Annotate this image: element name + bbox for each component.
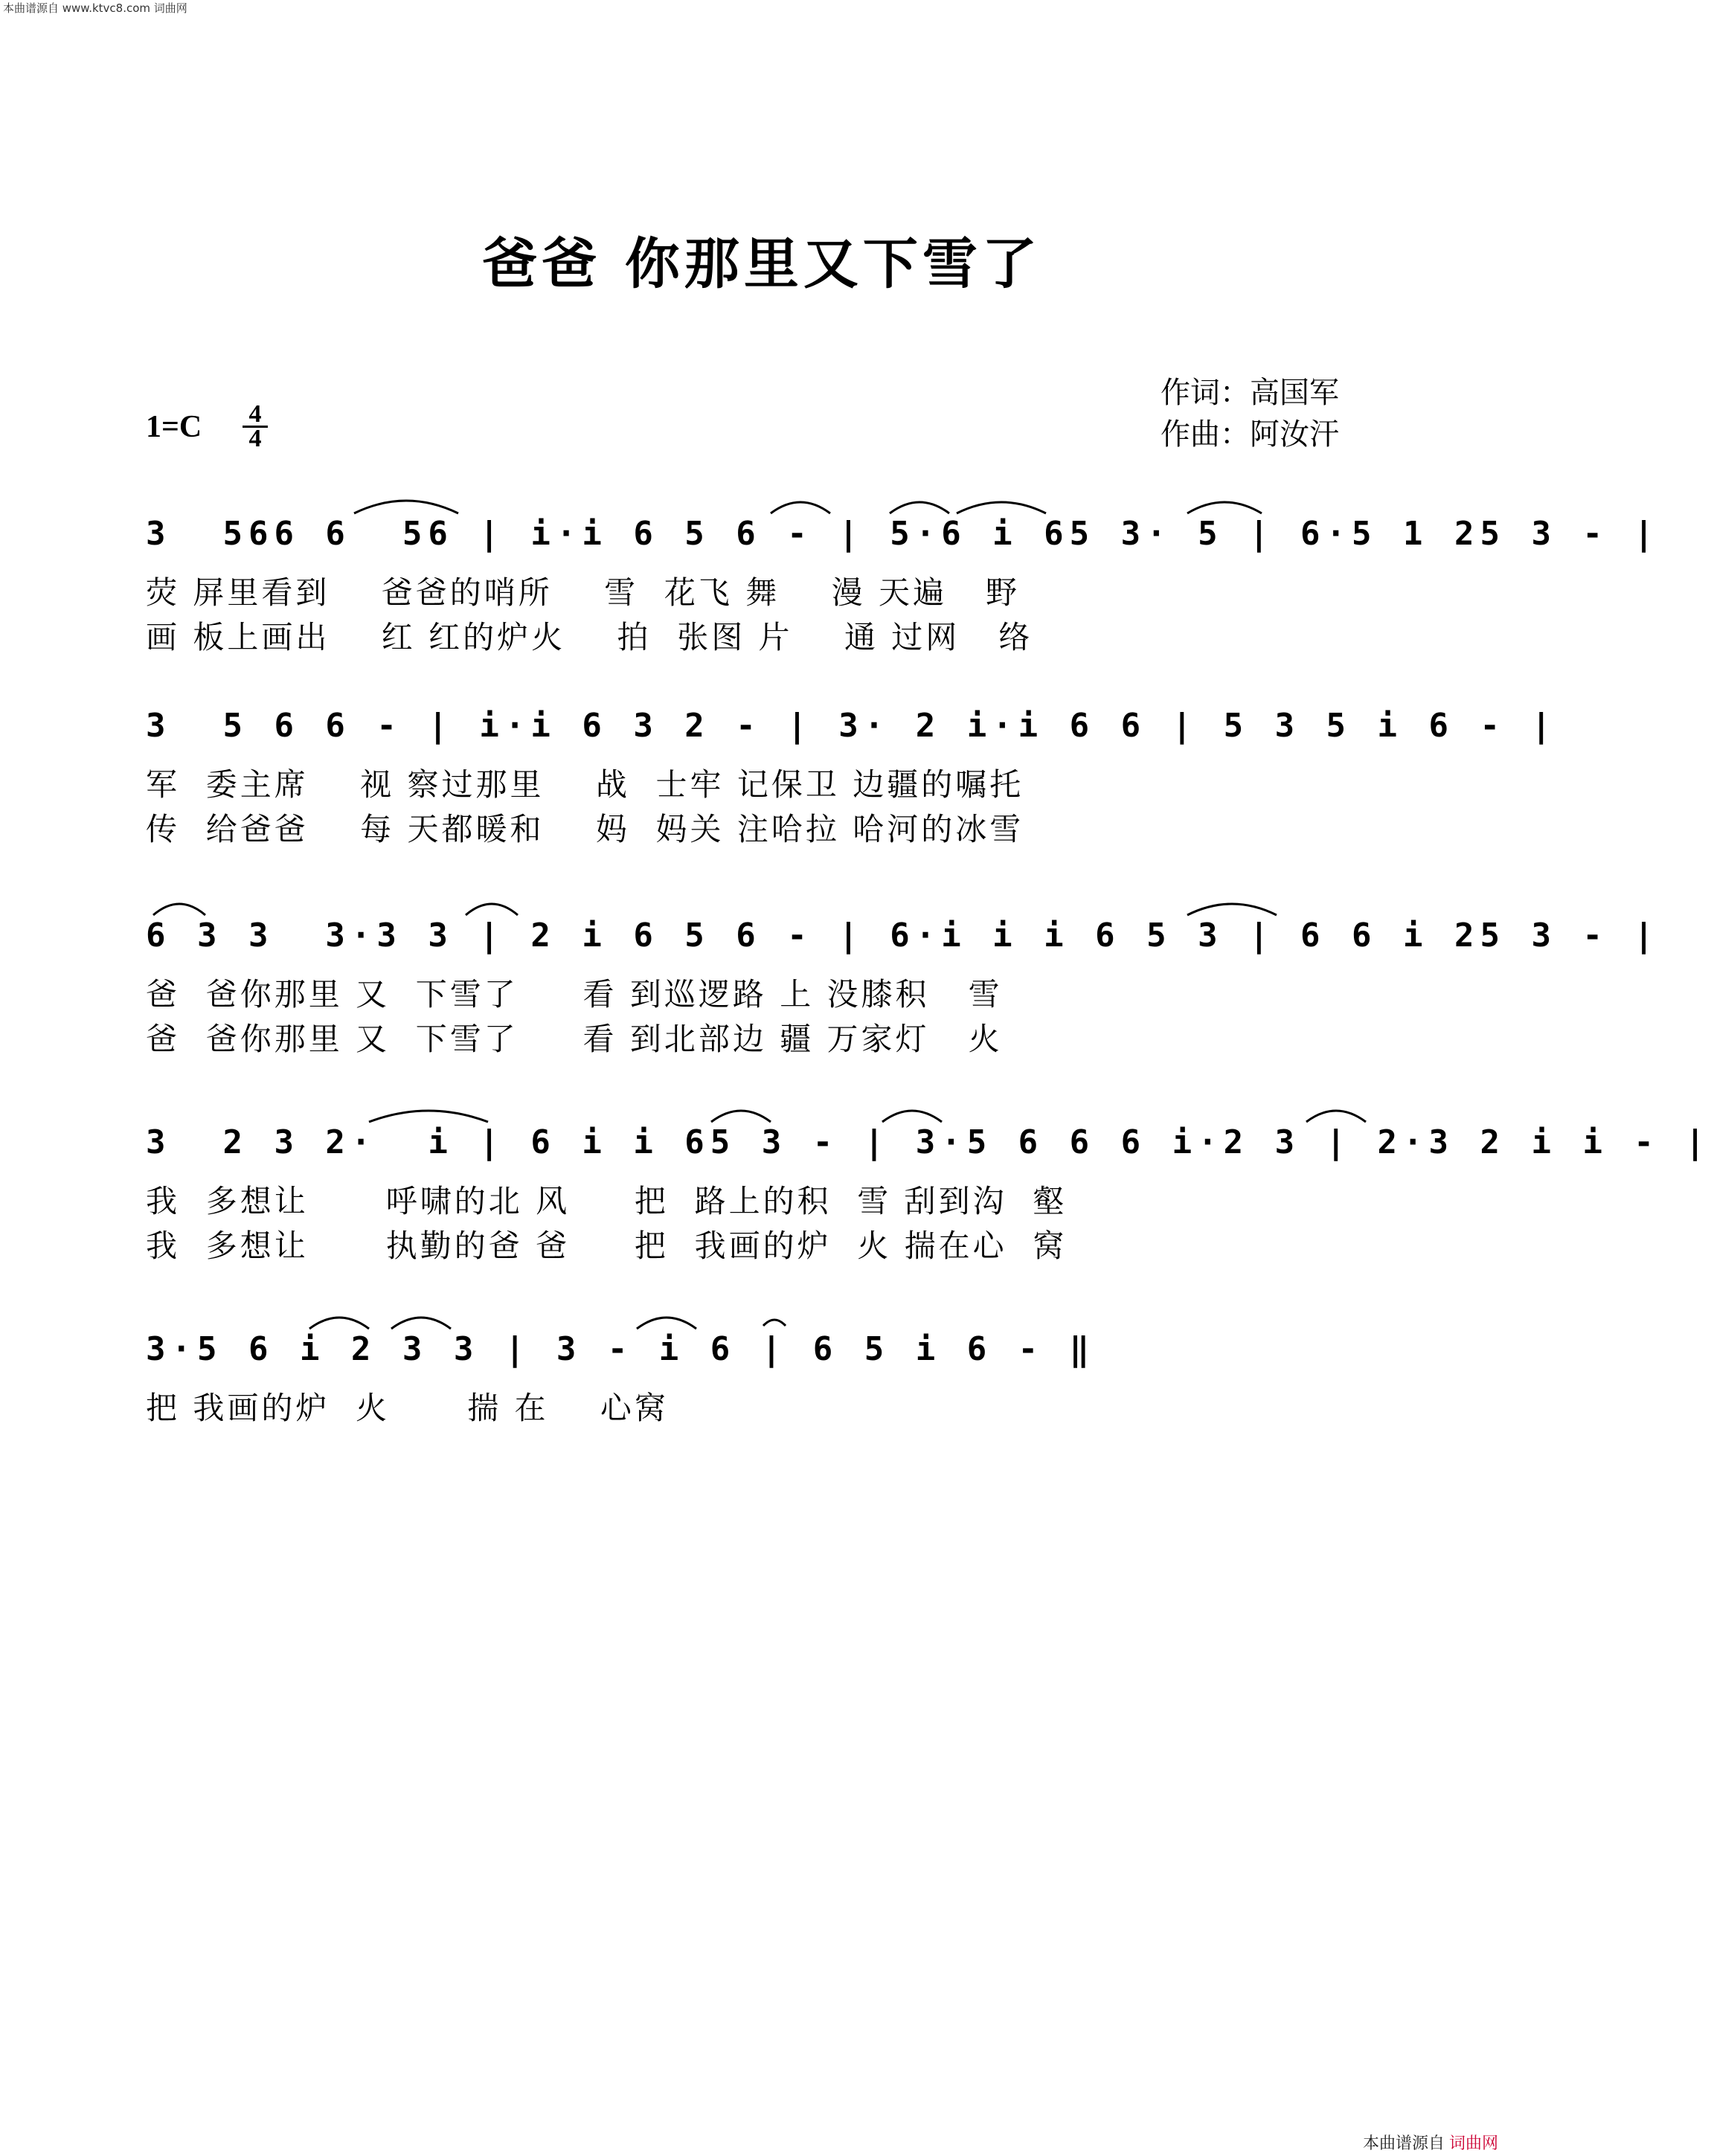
credits (1161, 372, 1339, 455)
watermark-brand: 词曲网 (1449, 2134, 1499, 2153)
slur-marks (146, 1097, 1403, 1126)
slur-marks (146, 1303, 1403, 1333)
notation-line: 3 2 3 2· i | 6 i i 65 3 - | 3·5 6 6 6 i·2 3 | 2·3 2 i i - | (146, 1123, 1711, 1161)
lyrics-verse-1: 荧 屏里看到 爸爸的哨所 雪 花飞 舞 漫 天遍 野 (146, 574, 1021, 611)
time-signature (242, 400, 269, 452)
lyrics-verse-2: 我 多想让 执勤的爸 爸 把 我画的炉 火 揣在心 窝 (146, 1228, 1068, 1264)
notation-line: 3 566 6 56 | i·i 6 5 6 - | 5·6 i 65 3· 5 | 6·5 1 25 3 - | (146, 515, 1660, 553)
composer-credit: 作曲：阿汝汗 (1161, 417, 1339, 452)
lyrics-verse-1: 军 委主席 视 察过那里 战 士牢 记保卫 边疆的嘱托 (146, 766, 1024, 803)
slur-marks (146, 488, 1403, 518)
time-signature-bottom: 4 (248, 425, 262, 452)
song-title: 爸爸 你那里又下雪了 (482, 232, 1041, 296)
watermark-text: 本曲谱源自 (1363, 2134, 1445, 2153)
slur-marks (146, 890, 1403, 920)
notation-line: 6 3 3 3·3 3 | 2 i 6 5 6 - | 6·i i i 6 5 3 | 6 6 i 25 3 - | (146, 917, 1660, 955)
source-watermark-bottom (1363, 2131, 1498, 2154)
lyricist-credit: 作词：高国军 (1161, 376, 1339, 410)
notation-line: 3·5 6 i 2 3 3 | 3 - i 6 | 6 5 i 6 - ‖ (146, 1330, 1096, 1368)
lyrics-verse-2: 传 给爸爸 每 天都暖和 妈 妈关 注哈拉 哈河的冰雪 (146, 811, 1024, 847)
source-watermark-top: 本曲谱源自 www.ktvc8.com 词曲网 (3, 1, 187, 15)
notation-line: 3 5 6 6 - | i·i 6 3 2 - | 3· 2 i·i 6 6 | 5 3 5 i 6 - | (146, 707, 1557, 745)
time-signature-top: 4 (248, 400, 262, 428)
key-signature: 1=C (146, 410, 202, 444)
lyrics-verse-1: 把 我画的炉 火 揣 在 心窝 (146, 1390, 669, 1426)
lyrics-verse-2: 画 板上画出 红 红的炉火 拍 张图 片 通 过网 络 (146, 619, 1033, 655)
lyrics-verse-1: 爸 爸你那里 又 下雪了 看 到巡逻路 上 没膝积 雪 (146, 976, 1003, 1013)
lyrics-verse-1: 我 多想让 呼啸的北 风 把 路上的积 雪 刮到沟 壑 (146, 1183, 1068, 1219)
lyrics-verse-2: 爸 爸你那里 又 下雪了 看 到北部边 疆 万家灯 火 (146, 1021, 1003, 1057)
